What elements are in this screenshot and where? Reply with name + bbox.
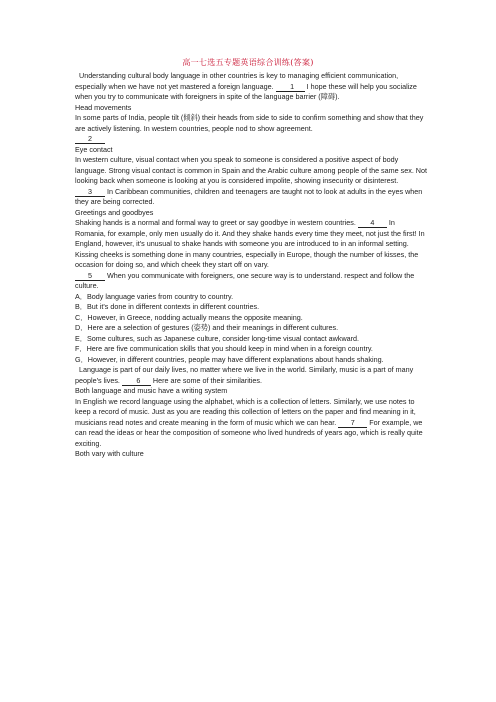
- blank-4[interactable]: 4: [358, 219, 387, 228]
- paragraph-writing: [75, 397, 427, 450]
- option-f[interactable]: F．Here are five communication skills that you should keep in mind when in a foreign country.: [75, 344, 373, 353]
- text: Language is part of our daily lives, no matter where we live in the world. Similarly, music is a part of many people's lives.: [75, 365, 414, 385]
- text: I hope these will help you socialize when you try to communicate with foreigners in spite of the language barrier (障碍).: [75, 81, 417, 101]
- option-e[interactable]: E．Some cultures, such as Japanese culture, consider long-time visual contact awkward.: [75, 333, 360, 343]
- heading-greetings: Greetings and goodbyes: [75, 207, 154, 217]
- paragraph-head: In some parts of India, people tilt (倾斜) their heads from side to side to confirm something and show that they are actively listening. In western countries, people nod to show agreement.: [75, 113, 424, 133]
- heading-eye-contact: Eye contact: [75, 144, 113, 154]
- paragraph-intro: [75, 71, 427, 103]
- text: In Romania, for example, only men usually do it. And they shake hands every time they meet, not just the first! In England, however, it's unusual to shake hands with someone you are introduced to in an informal setting. Kissing cheeks is something done in many countries, especially in Europe, though the number of kisses, the occasion for doing so, and which cheek they start off on vary.: [75, 218, 425, 269]
- blank-6[interactable]: 6: [122, 377, 151, 386]
- blank-5[interactable]: 5: [75, 272, 105, 281]
- option-b[interactable]: B．But it's done in different contexts in different countries.: [75, 302, 260, 311]
- text: Here are some of their similarities.: [152, 375, 262, 385]
- option-g[interactable]: G．However, in different countries, people may have different explanations about hands shaking.: [75, 354, 384, 364]
- heading-writing-system: Both language and music have a writing system: [75, 386, 228, 395]
- blank-2[interactable]: 2: [75, 135, 105, 144]
- text: Understanding cultural body language in other countries is key to managing efficient communication, especially when we have not yet mastered a foreign language.: [75, 71, 399, 91]
- blank-7[interactable]: 7: [338, 419, 367, 428]
- paragraph-greetings: [75, 218, 427, 271]
- document-title: 高一七选五专题英语综合训练(答案): [182, 58, 314, 67]
- blank-3[interactable]: 3: [75, 188, 105, 197]
- paragraph-passage2-intro: [75, 365, 427, 386]
- option-a[interactable]: A．Body language varies from country to country.: [75, 291, 234, 301]
- text: For example, we can read the ideas or hear the composition of someone who lived hundreds of years ago, which is really quite exciting.: [75, 417, 423, 448]
- document-body: [75, 71, 427, 460]
- text: In Caribbean communities, children and teenagers are taught not to look at adults in the eyes when they are being corrected.: [75, 186, 423, 206]
- option-d[interactable]: D．Here are a selection of gestures (姿势) and their meanings in different cultures.: [75, 323, 339, 332]
- paragraph-eye: In western culture, visual contact when you speak to someone is considered a positive aspect of body language. Strong visual contact is common in Spain and the Arabic culture among people of the same sex. Not looking back when someone is looking at you is considered impolite, showing insecurity or disinterest.: [75, 155, 427, 185]
- heading-culture: Both vary with culture: [75, 449, 144, 458]
- options-list: [75, 292, 427, 366]
- option-c[interactable]: C．However, in Greece, nodding actually means the opposite meaning.: [75, 312, 303, 322]
- paragraph-conclusion: [75, 271, 427, 292]
- blank-1[interactable]: 1: [276, 83, 305, 92]
- heading-head-movements: Head movements: [75, 102, 132, 112]
- text: In English we record language using the alphabet, which is a collection of letters. Similarly, we use notes to keep a record of music. Just as you are reading this collection of letters on the paper and find meaning in it, musicians read notes and create meaning in the form of music which we can hear.: [75, 396, 416, 427]
- paragraph-caribbean: [75, 187, 427, 208]
- text: Shaking hands is a normal and formal way to greet or say goodbye in western countries.: [75, 218, 356, 227]
- blank-line-2: [75, 134, 427, 145]
- text: When you communicate with foreigners, one secure way is to understand. respect and follow the culture.: [75, 270, 415, 290]
